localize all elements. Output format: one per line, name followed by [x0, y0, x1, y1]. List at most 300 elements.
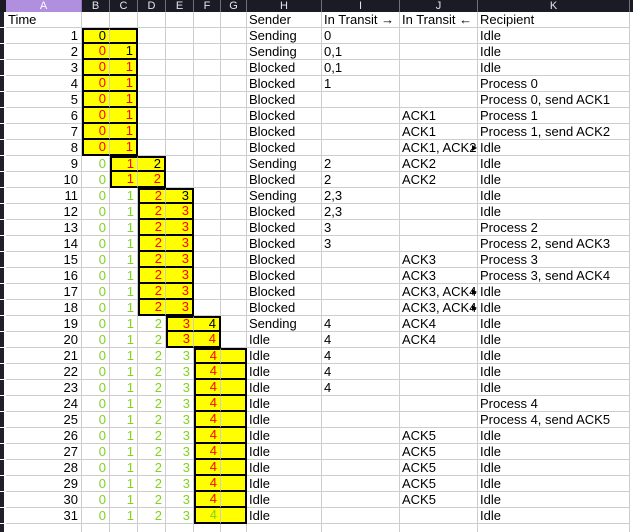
cell-K10-recipient-state[interactable]: Idle	[478, 156, 630, 172]
cell-E17-window[interactable]: 3	[166, 268, 194, 284]
cell-H5-sender-state[interactable]: Blocked	[247, 76, 322, 92]
cell-J24-in-transit-left[interactable]	[400, 380, 478, 396]
cell-C24[interactable]: 1	[110, 380, 138, 396]
cell-I6-in-transit-right[interactable]	[322, 92, 400, 108]
cell-I3-in-transit-right[interactable]: 0,1	[322, 44, 400, 60]
cell-I19-in-transit-right[interactable]	[322, 300, 400, 316]
cell-B21[interactable]: 0	[82, 332, 110, 348]
cell-J19-in-transit-left[interactable]: ACK3, ACK4	[402, 300, 477, 315]
cell-I22-in-transit-right[interactable]: 4	[322, 348, 400, 364]
cell-K30-recipient-state[interactable]: Idle	[478, 476, 630, 492]
cell-K15-recipient-state[interactable]: Process 2, send ACK3	[478, 236, 630, 252]
cell-E15-window[interactable]: 3	[166, 236, 194, 252]
cell-G23-window[interactable]	[221, 364, 247, 380]
cell-I5-in-transit-right[interactable]: 1	[322, 76, 400, 92]
cell-A9-time[interactable]: 8	[6, 140, 82, 156]
cell-I16-in-transit-right[interactable]	[322, 252, 400, 268]
cell-E1[interactable]	[166, 12, 194, 28]
cell-E9[interactable]	[166, 140, 194, 156]
cell-B9-window[interactable]: 0	[82, 140, 110, 156]
cell-K12-recipient-state[interactable]: Idle	[478, 188, 630, 204]
cell-F14[interactable]	[194, 220, 221, 236]
cell-J32-in-transit-left[interactable]	[400, 508, 478, 524]
cell-J4-in-transit-left[interactable]	[400, 60, 478, 76]
cell-I32-in-transit-right[interactable]	[322, 508, 400, 524]
cell-A23-time[interactable]: 22	[6, 364, 82, 380]
cell-F7[interactable]	[194, 108, 221, 124]
cell-H29-sender-state[interactable]: Idle	[247, 460, 322, 476]
cell-J15-in-transit-left[interactable]	[400, 236, 478, 252]
cell-F9[interactable]	[194, 140, 221, 156]
cell-J2-in-transit-left[interactable]	[400, 28, 478, 44]
cell-E20-window[interactable]: 3	[166, 316, 194, 332]
cell-G2[interactable]	[221, 28, 247, 44]
cell-K29-recipient-state[interactable]: Idle	[478, 460, 630, 476]
cell-J8-in-transit-left[interactable]: ACK1	[400, 124, 478, 140]
cell-H4-sender-state[interactable]: Blocked	[247, 60, 322, 76]
cell-F12[interactable]	[194, 188, 221, 204]
cell-I31-in-transit-right[interactable]	[322, 492, 400, 508]
cell-E27[interactable]: 3	[166, 428, 194, 444]
cell-J28-in-transit-left[interactable]: ACK5	[400, 444, 478, 460]
cell-E6[interactable]	[166, 92, 194, 108]
cell-I25-in-transit-right[interactable]	[322, 396, 400, 412]
cell-A15-time[interactable]: 14	[6, 236, 82, 252]
cell-D25[interactable]: 2	[138, 396, 166, 412]
cell-G17[interactable]	[221, 268, 247, 284]
cell-K1-recipient-label[interactable]: Recipient	[478, 12, 630, 28]
cell-A30-time[interactable]: 29	[6, 476, 82, 492]
cell-E29[interactable]: 3	[166, 460, 194, 476]
cell-K8-recipient-state[interactable]: Process 1, send ACK2	[478, 124, 630, 140]
cell-I12-in-transit-right[interactable]: 2,3	[322, 188, 400, 204]
cell-F18[interactable]	[194, 284, 221, 300]
cell-A27-time[interactable]: 26	[6, 428, 82, 444]
cell-E19-window[interactable]: 3	[166, 300, 194, 316]
cell-H27-sender-state[interactable]: Idle	[247, 428, 322, 444]
cell-A1-time-label[interactable]: Time	[6, 12, 82, 28]
cell-D28[interactable]: 2	[138, 444, 166, 460]
cell-C9-window[interactable]: 1	[110, 140, 138, 156]
cell-H1-sender-label[interactable]: Sender	[247, 12, 322, 28]
cell-G20[interactable]	[221, 316, 247, 332]
cell-H7-sender-state[interactable]: Blocked	[247, 108, 322, 124]
cell-D15-window[interactable]: 2	[138, 236, 166, 252]
cell-F15[interactable]	[194, 236, 221, 252]
cell-B16[interactable]: 0	[82, 252, 110, 268]
cell-E8[interactable]	[166, 124, 194, 140]
cell-J3-in-transit-left[interactable]	[400, 44, 478, 60]
cell-E5[interactable]	[166, 76, 194, 92]
cell-G19[interactable]	[221, 300, 247, 316]
cell-D27[interactable]: 2	[138, 428, 166, 444]
cell-K9-recipient-state[interactable]: Idle	[478, 140, 630, 156]
cell-I17-in-transit-right[interactable]	[322, 268, 400, 284]
cell-B2-window[interactable]: 0	[82, 28, 110, 44]
cell-E33[interactable]	[166, 524, 194, 532]
cell-B31[interactable]: 0	[82, 492, 110, 508]
cell-J5-in-transit-left[interactable]	[400, 76, 478, 92]
cell-H20-sender-state[interactable]: Sending	[247, 316, 322, 332]
cell-E2[interactable]	[166, 28, 194, 44]
cell-J27-in-transit-left[interactable]: ACK5	[400, 428, 478, 444]
cell-I28-in-transit-right[interactable]	[322, 444, 400, 460]
cell-B11[interactable]: 0	[82, 172, 110, 188]
cell-H17-sender-state[interactable]: Blocked	[247, 268, 322, 284]
cell-F5[interactable]	[194, 76, 221, 92]
cell-F22-window[interactable]: 4	[194, 348, 221, 364]
cell-J18-in-transit-left[interactable]: ACK3, ACK4	[402, 284, 477, 299]
cell-G33[interactable]	[221, 524, 247, 532]
cell-I15-in-transit-right[interactable]: 3	[322, 236, 400, 252]
cell-A14-time[interactable]: 13	[6, 220, 82, 236]
cell-F25-window[interactable]: 4	[194, 396, 221, 412]
cell-A31-time[interactable]: 30	[6, 492, 82, 508]
cell-D12-window[interactable]: 2	[138, 188, 166, 204]
cell-F2[interactable]	[194, 28, 221, 44]
cell-C27[interactable]: 1	[110, 428, 138, 444]
cell-G4[interactable]	[221, 60, 247, 76]
cell-H22-sender-state[interactable]: Idle	[247, 348, 322, 364]
cell-K6-recipient-state[interactable]: Process 0, send ACK1	[478, 92, 630, 108]
cell-K19-recipient-state[interactable]: Idle	[478, 300, 630, 316]
cell-D7[interactable]	[138, 108, 166, 124]
cell-G16[interactable]	[221, 252, 247, 268]
cell-B28[interactable]: 0	[82, 444, 110, 460]
cell-C3-window[interactable]: 1	[110, 44, 138, 60]
cell-D16-window[interactable]: 2	[138, 252, 166, 268]
cell-H2-sender-state[interactable]: Sending	[247, 28, 322, 44]
column-header-G[interactable]: G	[221, 0, 247, 12]
cell-D4[interactable]	[138, 60, 166, 76]
cell-A32-time[interactable]: 31	[6, 508, 82, 524]
cell-G21[interactable]	[221, 332, 247, 348]
cell-C12[interactable]: 1	[110, 188, 138, 204]
cell-H32-sender-state[interactable]: Idle	[247, 508, 322, 524]
cell-E18-window[interactable]: 3	[166, 284, 194, 300]
cell-C31[interactable]: 1	[110, 492, 138, 508]
cell-E22[interactable]: 3	[166, 348, 194, 364]
cell-E32[interactable]: 3	[166, 508, 194, 524]
cell-C10-window[interactable]: 1	[110, 156, 138, 172]
cell-H13-sender-state[interactable]: Blocked	[247, 204, 322, 220]
cell-G28-window[interactable]	[221, 444, 247, 460]
cell-B30[interactable]: 0	[82, 476, 110, 492]
cell-J20-in-transit-left[interactable]: ACK4	[400, 316, 478, 332]
cell-B15[interactable]: 0	[82, 236, 110, 252]
column-header-C[interactable]: C	[110, 0, 138, 12]
cell-B8-window[interactable]: 0	[82, 124, 110, 140]
cell-A12-time[interactable]: 11	[6, 188, 82, 204]
cell-D33[interactable]	[138, 524, 166, 532]
cell-D6[interactable]	[138, 92, 166, 108]
cell-C30[interactable]: 1	[110, 476, 138, 492]
cell-I10-in-transit-right[interactable]: 2	[322, 156, 400, 172]
column-header-I[interactable]: I	[322, 0, 400, 12]
cell-H12-sender-state[interactable]: Sending	[247, 188, 322, 204]
cell-D5[interactable]	[138, 76, 166, 92]
cell-F10[interactable]	[194, 156, 221, 172]
cell-F23-window[interactable]: 4	[194, 364, 221, 380]
cell-J23-in-transit-left[interactable]	[400, 364, 478, 380]
cell-H11-sender-state[interactable]: Blocked	[247, 172, 322, 188]
cell-E13-window[interactable]: 3	[166, 204, 194, 220]
cell-H31-sender-state[interactable]: Idle	[247, 492, 322, 508]
cell-J12-in-transit-left[interactable]	[400, 188, 478, 204]
cell-F32-window[interactable]: 4	[194, 508, 221, 524]
cell-J11-in-transit-left[interactable]: ACK2	[400, 172, 478, 188]
cell-D19-window[interactable]: 2	[138, 300, 166, 316]
cell-C19[interactable]: 1	[110, 300, 138, 316]
cell-B4-window[interactable]: 0	[82, 60, 110, 76]
cell-F11[interactable]	[194, 172, 221, 188]
cell-B10[interactable]: 0	[82, 156, 110, 172]
cell-B32[interactable]: 0	[82, 508, 110, 524]
cell-A11-time[interactable]: 10	[6, 172, 82, 188]
cell-C6-window[interactable]: 1	[110, 92, 138, 108]
cell-G12[interactable]	[221, 188, 247, 204]
column-header-J[interactable]: J	[400, 0, 478, 12]
cell-D8[interactable]	[138, 124, 166, 140]
cell-G27-window[interactable]	[221, 428, 247, 444]
cell-B13[interactable]: 0	[82, 204, 110, 220]
cell-I30-in-transit-right[interactable]	[322, 476, 400, 492]
cell-I23-in-transit-right[interactable]: 4	[322, 364, 400, 380]
cell-F21-window[interactable]: 4	[194, 332, 221, 348]
cell-A25-time[interactable]: 24	[6, 396, 82, 412]
cell-E7[interactable]	[166, 108, 194, 124]
cell-K13-recipient-state[interactable]: Idle	[478, 204, 630, 220]
cell-F20-window[interactable]: 4	[194, 316, 221, 332]
cell-C7-window[interactable]: 1	[110, 108, 138, 124]
cell-I21-in-transit-right[interactable]: 4	[322, 332, 400, 348]
cell-J21-in-transit-left[interactable]: ACK4	[400, 332, 478, 348]
cell-A8-time[interactable]: 7	[6, 124, 82, 140]
cell-J22-in-transit-left[interactable]	[400, 348, 478, 364]
cell-K27-recipient-state[interactable]: Idle	[478, 428, 630, 444]
cell-A19-time[interactable]: 18	[6, 300, 82, 316]
cell-G9[interactable]	[221, 140, 247, 156]
cell-H18-sender-state[interactable]: Blocked	[247, 284, 322, 300]
cell-G30-window[interactable]	[221, 476, 247, 492]
cell-E16-window[interactable]: 3	[166, 252, 194, 268]
cell-J29-in-transit-left[interactable]: ACK5	[400, 460, 478, 476]
cell-E30[interactable]: 3	[166, 476, 194, 492]
cell-J30-in-transit-left[interactable]: ACK5	[400, 476, 478, 492]
cell-I14-in-transit-right[interactable]: 3	[322, 220, 400, 236]
cell-G22-window[interactable]	[221, 348, 247, 364]
cell-K2-recipient-state[interactable]: Idle	[478, 28, 630, 44]
cell-G7[interactable]	[221, 108, 247, 124]
cell-B29[interactable]: 0	[82, 460, 110, 476]
cell-D32[interactable]: 2	[138, 508, 166, 524]
cell-J31-in-transit-left[interactable]: ACK5	[400, 492, 478, 508]
cell-J33[interactable]	[400, 524, 478, 532]
cell-C26[interactable]: 1	[110, 412, 138, 428]
cell-J6-in-transit-left[interactable]	[400, 92, 478, 108]
cell-H9-sender-state[interactable]: Blocked	[247, 140, 322, 156]
cell-I26-in-transit-right[interactable]	[322, 412, 400, 428]
cell-K11-recipient-state[interactable]: Idle	[478, 172, 630, 188]
cell-A28-time[interactable]: 27	[6, 444, 82, 460]
cell-A16-time[interactable]: 15	[6, 252, 82, 268]
cell-K31-recipient-state[interactable]: Idle	[478, 492, 630, 508]
cell-J14-in-transit-left[interactable]	[400, 220, 478, 236]
cell-D31[interactable]: 2	[138, 492, 166, 508]
cell-I8-in-transit-right[interactable]	[322, 124, 400, 140]
cell-E26[interactable]: 3	[166, 412, 194, 428]
cell-K5-recipient-state[interactable]: Process 0	[478, 76, 630, 92]
cell-C8-window[interactable]: 1	[110, 124, 138, 140]
cell-I2-in-transit-right[interactable]: 0	[322, 28, 400, 44]
cell-B18[interactable]: 0	[82, 284, 110, 300]
cell-D23[interactable]: 2	[138, 364, 166, 380]
cell-A2-time[interactable]: 1	[6, 28, 82, 44]
cell-G15[interactable]	[221, 236, 247, 252]
cell-D24[interactable]: 2	[138, 380, 166, 396]
cell-G32-window[interactable]	[221, 508, 247, 524]
cell-B1[interactable]	[82, 12, 110, 28]
cell-D11-window[interactable]: 2	[138, 172, 166, 188]
column-header-A[interactable]: A	[6, 0, 82, 12]
cell-K28-recipient-state[interactable]: Idle	[478, 444, 630, 460]
cell-J13-in-transit-left[interactable]	[400, 204, 478, 220]
cell-A6-time[interactable]: 5	[6, 92, 82, 108]
cell-K21-recipient-state[interactable]: Idle	[478, 332, 630, 348]
cell-B14[interactable]: 0	[82, 220, 110, 236]
cell-J9-in-transit-left[interactable]: ACK1, ACK2	[402, 140, 477, 155]
cell-E24[interactable]: 3	[166, 380, 194, 396]
cell-K18-recipient-state[interactable]: Idle	[478, 284, 630, 300]
cell-C11-window[interactable]: 1	[110, 172, 138, 188]
cell-F3[interactable]	[194, 44, 221, 60]
cell-D29[interactable]: 2	[138, 460, 166, 476]
cell-B6-window[interactable]: 0	[82, 92, 110, 108]
cell-I18-in-transit-right[interactable]	[322, 284, 400, 300]
cell-F16[interactable]	[194, 252, 221, 268]
cell-J25-in-transit-left[interactable]	[400, 396, 478, 412]
cell-I11-in-transit-right[interactable]: 2	[322, 172, 400, 188]
cell-A10-time[interactable]: 9	[6, 156, 82, 172]
cell-C20[interactable]: 1	[110, 316, 138, 332]
cell-D21[interactable]: 2	[138, 332, 166, 348]
cell-B25[interactable]: 0	[82, 396, 110, 412]
cell-I27-in-transit-right[interactable]	[322, 428, 400, 444]
cell-B27[interactable]: 0	[82, 428, 110, 444]
cell-H10-sender-state[interactable]: Sending	[247, 156, 322, 172]
cell-G25-window[interactable]	[221, 396, 247, 412]
cell-C5-window[interactable]: 1	[110, 76, 138, 92]
cell-H24-sender-state[interactable]: Idle	[247, 380, 322, 396]
cell-H30-sender-state[interactable]: Idle	[247, 476, 322, 492]
cell-G3[interactable]	[221, 44, 247, 60]
cell-H25-sender-state[interactable]: Idle	[247, 396, 322, 412]
cell-H3-sender-state[interactable]: Sending	[247, 44, 322, 60]
cell-E31[interactable]: 3	[166, 492, 194, 508]
cell-B17[interactable]: 0	[82, 268, 110, 284]
cell-A18-time[interactable]: 17	[6, 284, 82, 300]
cell-E12-window[interactable]: 3	[166, 188, 194, 204]
column-header-F[interactable]: F	[194, 0, 221, 12]
cell-G10[interactable]	[221, 156, 247, 172]
cell-G1[interactable]	[221, 12, 247, 28]
cell-B23[interactable]: 0	[82, 364, 110, 380]
cell-A7-time[interactable]: 6	[6, 108, 82, 124]
cell-F13[interactable]	[194, 204, 221, 220]
cell-A17-time[interactable]: 16	[6, 268, 82, 284]
cell-D9[interactable]	[138, 140, 166, 156]
cell-K16-recipient-state[interactable]: Process 3	[478, 252, 630, 268]
cell-I24-in-transit-right[interactable]: 4	[322, 380, 400, 396]
cell-F6[interactable]	[194, 92, 221, 108]
cell-A4-time[interactable]: 3	[6, 60, 82, 76]
cell-C13[interactable]: 1	[110, 204, 138, 220]
cell-J10-in-transit-left[interactable]: ACK2	[400, 156, 478, 172]
cell-C17[interactable]: 1	[110, 268, 138, 284]
cell-H8-sender-state[interactable]: Blocked	[247, 124, 322, 140]
cell-G18[interactable]	[221, 284, 247, 300]
cell-D10-window[interactable]: 2	[138, 156, 166, 172]
cell-I1-in-transit-right-label[interactable]: In Transit →	[322, 12, 400, 28]
cell-C33[interactable]	[110, 524, 138, 532]
cell-C16[interactable]: 1	[110, 252, 138, 268]
cell-E28[interactable]: 3	[166, 444, 194, 460]
column-header-K[interactable]: K	[478, 0, 630, 12]
cell-D22[interactable]: 2	[138, 348, 166, 364]
cell-I4-in-transit-right[interactable]: 0,1	[322, 60, 400, 76]
cell-E11[interactable]	[166, 172, 194, 188]
cell-C1[interactable]	[110, 12, 138, 28]
cell-D17-window[interactable]: 2	[138, 268, 166, 284]
cell-J17-in-transit-left[interactable]: ACK3	[400, 268, 478, 284]
cell-F8[interactable]	[194, 124, 221, 140]
cell-A20-time[interactable]: 19	[6, 316, 82, 332]
cell-D13-window[interactable]: 2	[138, 204, 166, 220]
cell-K26-recipient-state[interactable]: Process 4, send ACK5	[478, 412, 630, 428]
cell-H26-sender-state[interactable]: Idle	[247, 412, 322, 428]
cell-K22-recipient-state[interactable]: Idle	[478, 348, 630, 364]
cell-D26[interactable]: 2	[138, 412, 166, 428]
cell-C15[interactable]: 1	[110, 236, 138, 252]
cell-H19-sender-state[interactable]: Blocked	[247, 300, 322, 316]
cell-B33[interactable]	[82, 524, 110, 532]
cell-G26-window[interactable]	[221, 412, 247, 428]
cell-A13-time[interactable]: 12	[6, 204, 82, 220]
cell-F33[interactable]	[194, 524, 221, 532]
column-header-E[interactable]: E	[166, 0, 194, 12]
cell-A3-time[interactable]: 2	[6, 44, 82, 60]
cell-G13[interactable]	[221, 204, 247, 220]
cell-C23[interactable]: 1	[110, 364, 138, 380]
cell-D2[interactable]	[138, 28, 166, 44]
cell-F30-window[interactable]: 4	[194, 476, 221, 492]
cell-B7-window[interactable]: 0	[82, 108, 110, 124]
cell-I29-in-transit-right[interactable]	[322, 460, 400, 476]
cell-E21-window[interactable]: 3	[166, 332, 194, 348]
cell-H23-sender-state[interactable]: Idle	[247, 364, 322, 380]
cell-G5[interactable]	[221, 76, 247, 92]
cell-J1-in-transit-left-label[interactable]: In Transit ←	[400, 12, 478, 28]
cell-G29-window[interactable]	[221, 460, 247, 476]
cell-C14[interactable]: 1	[110, 220, 138, 236]
cell-B3-window[interactable]: 0	[82, 44, 110, 60]
cell-C2-window[interactable]	[110, 28, 138, 44]
cell-G8[interactable]	[221, 124, 247, 140]
cell-B22[interactable]: 0	[82, 348, 110, 364]
cell-H21-sender-state[interactable]: Idle	[247, 332, 322, 348]
cell-H33[interactable]	[247, 524, 322, 532]
cell-J26-in-transit-left[interactable]	[400, 412, 478, 428]
